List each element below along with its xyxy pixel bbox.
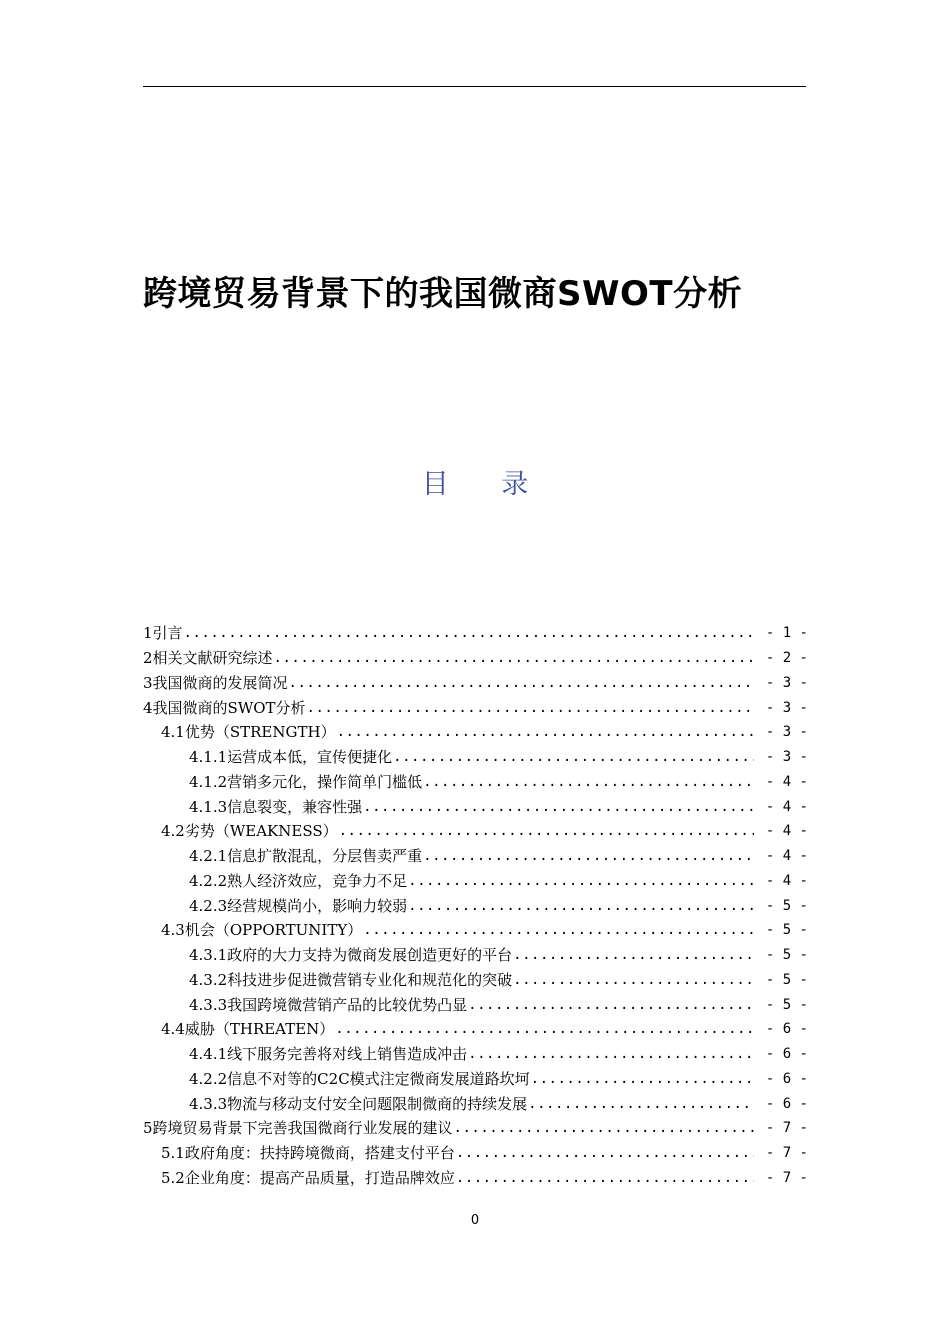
toc-entry-title: 4.3机会（OPPORTUNITY）: [161, 921, 363, 940]
toc-entry[interactable]: [143, 646, 808, 671]
toc-entry[interactable]: [143, 621, 808, 646]
toc-entry-title: 4.3.3我国跨境微营销产品的比较优势凸显: [189, 995, 468, 1014]
toc-entry-title: 4.3.3物流与移动支付安全问题限制微商的持续发展: [189, 1094, 528, 1113]
toc-dot-leader: [456, 1168, 754, 1188]
toc-entry[interactable]: [143, 745, 808, 770]
toc-entry-page: - 1 -: [765, 625, 808, 642]
toc-entry-title: 4.1.1运营成本低，宣传便捷化: [189, 748, 393, 767]
toc-entry-title: 4.3.2科技进步促进微营销专业化和规范化的突破: [189, 970, 513, 989]
toc-entry-title: 4.4.1线下服务完善将对线上销售造成冲击: [189, 1045, 468, 1064]
toc-entry[interactable]: [143, 1091, 808, 1116]
toc-entry-title: 1引言: [143, 624, 183, 643]
toc-dot-leader: [289, 673, 754, 693]
toc-dot-leader: [363, 920, 754, 940]
toc-dot-leader: [408, 871, 754, 891]
toc-entry-title: 4.2.2熟人经济效应，竞争力不足: [189, 871, 408, 890]
toc-entry-page: - 2 -: [765, 650, 808, 667]
toc-dot-leader: [531, 1069, 754, 1089]
toc-dot-leader: [335, 1019, 754, 1039]
toc-dot-leader: [339, 821, 754, 841]
toc-dot-leader: [363, 797, 754, 817]
toc-entry[interactable]: [143, 1116, 808, 1141]
toc-entry[interactable]: [143, 794, 808, 819]
toc-entry-page: - 6 -: [765, 1095, 808, 1112]
toc-dot-leader: [528, 1094, 754, 1114]
toc-entry-page: - 5 -: [765, 971, 808, 988]
toc-entry-page: - 3 -: [765, 699, 808, 716]
toc-dot-leader: [454, 1118, 754, 1138]
toc-entry-page: - 7 -: [765, 1120, 808, 1137]
toc-entry[interactable]: [143, 1141, 808, 1166]
toc-entry[interactable]: [143, 671, 808, 696]
table-of-contents: [143, 621, 808, 1190]
toc-dot-leader: [337, 722, 754, 742]
toc-entry-title: 4.1.2营销多元化，操作简单门槛低: [189, 772, 423, 791]
toc-entry[interactable]: [143, 819, 808, 844]
toc-entry-page: - 4 -: [765, 848, 808, 865]
toc-dot-leader: [468, 995, 754, 1015]
toc-entry[interactable]: [143, 1042, 808, 1067]
document-title: 跨境贸易背景下的我国微商SWOT分析: [143, 274, 743, 314]
toc-entry[interactable]: [143, 992, 808, 1017]
toc-entry-title: 5跨境贸易背景下完善我国微商行业发展的建议: [143, 1119, 453, 1138]
toc-entry-title: 4.3.1政府的大力支持为微商发展创造更好的平台: [189, 946, 513, 965]
footer-page-number: 0: [470, 1213, 480, 1228]
toc-entry-page: - 6 -: [765, 1021, 808, 1038]
toc-dot-leader: [274, 648, 754, 668]
toc-entry-title: 5.1政府角度：扶持跨境微商，搭建支付平台: [161, 1144, 455, 1163]
toc-entry-title: 4.4威胁（THREATEN）: [161, 1020, 335, 1039]
toc-entry-title: 4.2劣势（WEAKNESS）: [161, 822, 338, 841]
toc-entry-title: 4.1优势（STRENGTH）: [161, 723, 336, 742]
toc-entry-title: 4我国微商的SWOT分析: [143, 698, 306, 717]
toc-entry[interactable]: [143, 720, 808, 745]
toc-entry-page: - 3 -: [765, 674, 808, 691]
toc-entry-title: 4.2.1信息扩散混乱，分层售卖严重: [189, 847, 423, 866]
toc-dot-leader: [423, 846, 754, 866]
toc-dot-leader: [468, 1044, 754, 1064]
toc-entry-page: - 5 -: [765, 897, 808, 914]
toc-entry[interactable]: [143, 918, 808, 943]
toc-entry[interactable]: [143, 844, 808, 869]
toc-entry[interactable]: [143, 1067, 808, 1092]
toc-entry-title: 4.2.2信息不对等的C2C模式注定微商发展道路坎坷: [189, 1069, 530, 1088]
toc-entry-page: - 5 -: [765, 947, 808, 964]
toc-entry-page: - 3 -: [765, 724, 808, 741]
toc-entry-page: - 4 -: [765, 872, 808, 889]
toc-dot-leader: [184, 623, 754, 643]
toc-entry-page: - 6 -: [765, 1070, 808, 1087]
toc-entry-page: - 6 -: [765, 1046, 808, 1063]
toc-entry-page: - 3 -: [765, 749, 808, 766]
toc-entry-page: - 7 -: [765, 1169, 808, 1186]
toc-entry[interactable]: [143, 943, 808, 968]
toc-entry[interactable]: [143, 1017, 808, 1042]
toc-dot-leader: [513, 945, 754, 965]
toc-entry[interactable]: [143, 968, 808, 993]
toc-entry-title: 3我国微商的发展简况: [143, 673, 288, 692]
toc-dot-leader: [456, 1143, 754, 1163]
toc-dot-leader: [408, 896, 754, 916]
toc-dot-leader: [307, 698, 754, 718]
toc-dot-leader: [423, 772, 754, 792]
toc-entry-title: 4.2.3经营规模尚小，影响力较弱: [189, 896, 408, 915]
toc-entry[interactable]: [143, 770, 808, 795]
toc-entry-title: 2相关文献研究综述: [143, 649, 273, 668]
toc-entry-page: - 7 -: [765, 1145, 808, 1162]
toc-entry-title: 5.2企业角度：提高产品质量，打造品牌效应: [161, 1168, 455, 1187]
toc-heading: 目 录: [421, 469, 551, 500]
toc-entry[interactable]: [143, 1166, 808, 1191]
toc-entry-page: - 4 -: [765, 773, 808, 790]
toc-entry[interactable]: [143, 695, 808, 720]
toc-entry-page: - 4 -: [765, 798, 808, 815]
toc-dot-leader: [393, 747, 754, 767]
toc-entry-title: 4.1.3信息裂变，兼容性强: [189, 797, 363, 816]
header-rule: [143, 86, 806, 87]
toc-entry-page: - 5 -: [765, 996, 808, 1013]
toc-entry-page: - 4 -: [765, 823, 808, 840]
toc-entry-page: - 5 -: [765, 922, 808, 939]
toc-entry[interactable]: [143, 869, 808, 894]
toc-dot-leader: [513, 970, 754, 990]
toc-entry[interactable]: [143, 893, 808, 918]
